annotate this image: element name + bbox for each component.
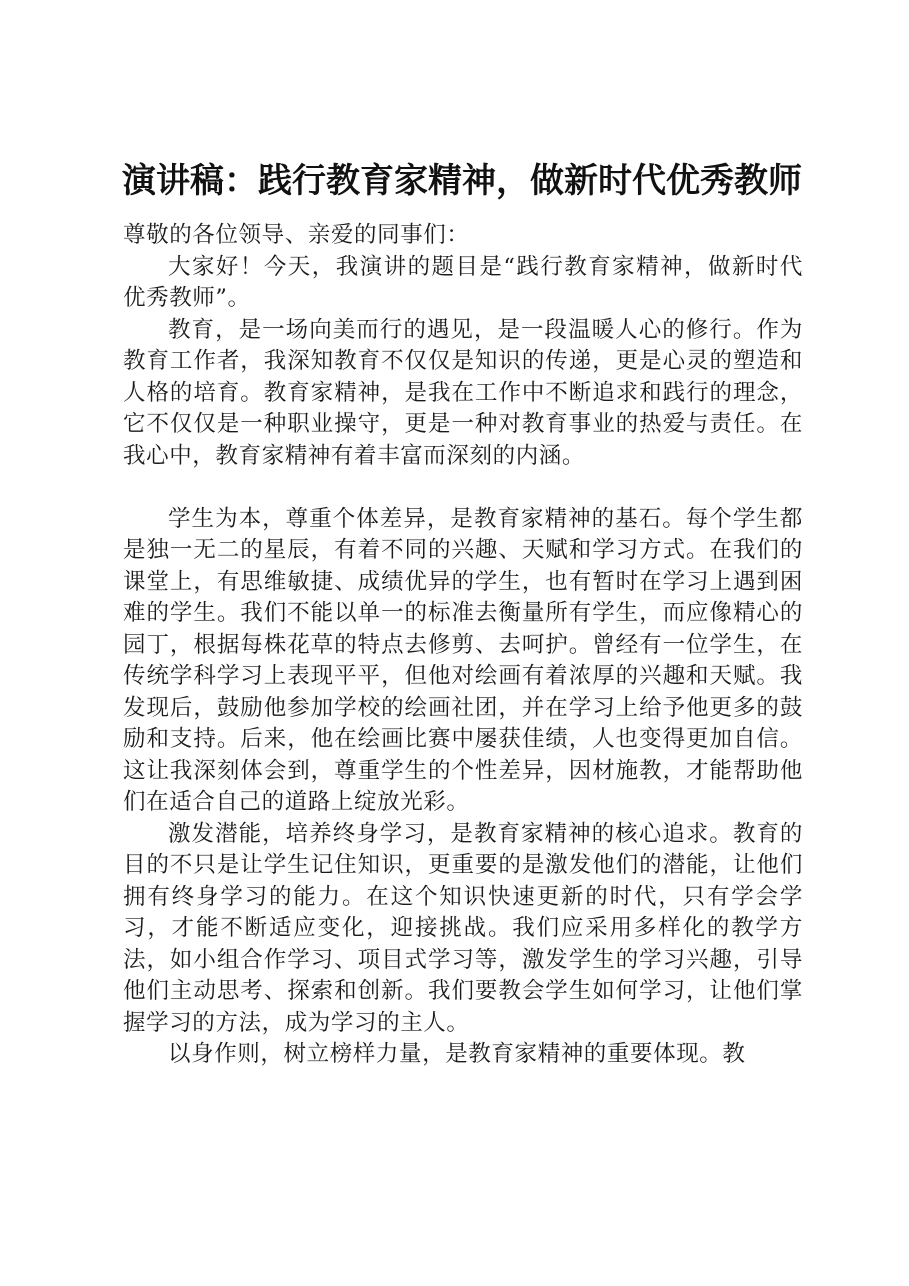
paragraph-education: 教育，是一场向美而行的遇见，是一段温暖人心的修行。作为教育工作者，我深知教育不仅仅是知识的传递，更是心灵的塑造和人格的培育。教育家精神，是我在工作中不断追求和践行的理念，它不仅仅是一种职业操守，更是一种对教育事业的热爱与责任。在我心中，教育家精神有着丰富而深刻的内涵。 [123, 316, 803, 469]
paragraph-student-centered: 学生为本，尊重个体差异，是教育家精神的基石。每个学生都是独一无二的星辰，有着不同的兴趣、天赋和学习方式。在我们的课堂上，有思维敏捷、成绩优异的学生，也有暂时在学习上遇到困难的学生。我们不能以单一的标准去衡量所有学生，而应像精心的园丁，根据每株花草的特点去修剪、去呵护。曾经有一位学生，在传统学科学习上表现平平，但他对绘画有着浓厚的兴趣和天赋。我发现后，鼓励他参加学校的绘画社团，并在学习上给予他更多的鼓励和支持。后来，他在绘画比赛中屡获佳绩，人也变得更加自信。这让我深刻体会到，尊重学生的个性差异，因材施教，才能帮助他们在适合自己的道路上绽放光彩。 [123, 505, 803, 815]
document-body [123, 220, 803, 1071]
document-title: 演讲稿：践行教育家精神，做新时代优秀教师 [122, 161, 802, 201]
greeting-line: 尊敬的各位领导、亲爱的同事们： [123, 222, 470, 248]
paragraph-intro: 大家好！今天，我演讲的题目是“践行教育家精神，做新时代优秀教师”。 [123, 253, 803, 311]
paragraph-role-model: 以身作则，树立榜样力量，是教育家精神的重要体现。教 [168, 1041, 746, 1067]
paragraph-potential: 激发潜能，培养终身学习，是教育家精神的核心追求。教育的目的不只是让学生记住知识，更重要的是激发他们的潜能，让他们拥有终身学习的能力。在这个知识快速更新的时代，只有学会学习，才能不断适应变化，迎接挑战。我们应采用多样化的教学方法，如小组合作学习、项目式学习等，激发学生的学习兴趣，引导他们主动思考、探索和创新。我们要教会学生如何学习，让他们掌握学习的方法，成为学习的主人。 [123, 820, 803, 1036]
